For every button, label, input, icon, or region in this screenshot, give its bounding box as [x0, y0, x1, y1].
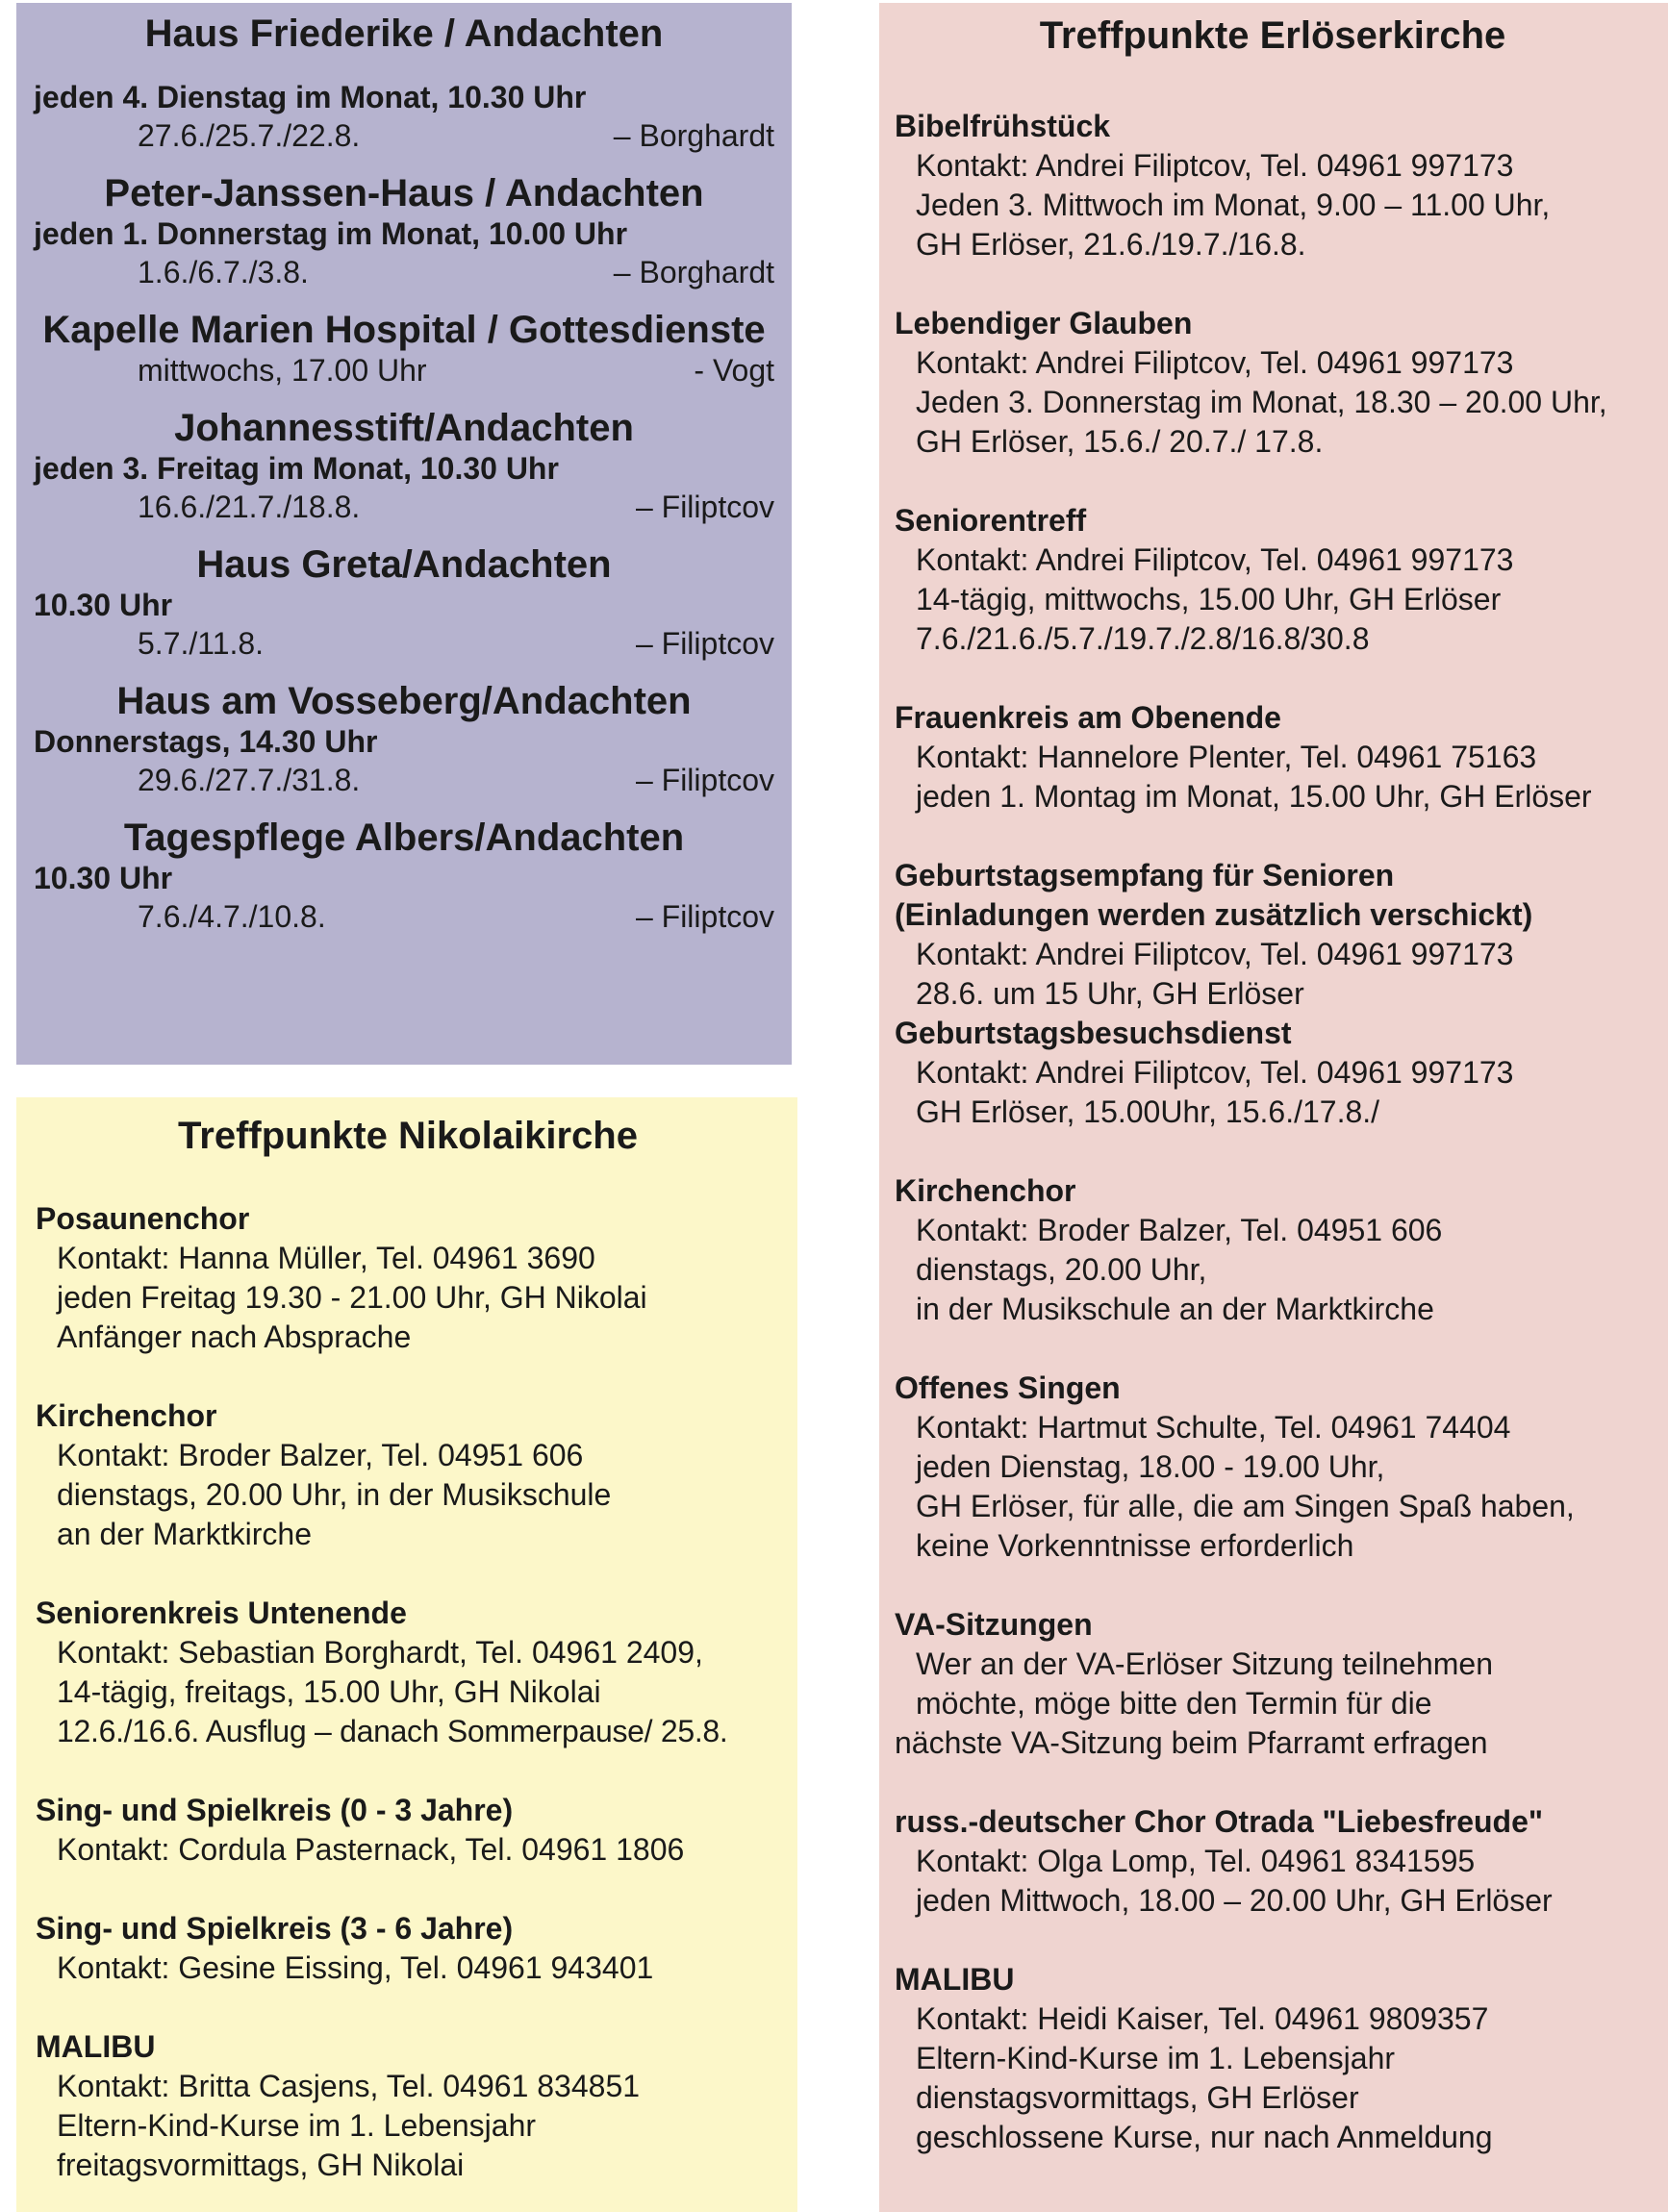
section-line: Jeden 3. Mittwoch im Monat, 9.00 – 11.00 Uhr, — [916, 188, 1551, 222]
section-line: dienstagsvormittags, GH Erlöser — [916, 2080, 1359, 2115]
section-title: Sing- und Spielkreis (0 - 3 Jahre) — [36, 1793, 514, 1827]
section-title: Geburtstagsbesuchsdienst — [895, 1016, 1292, 1050]
block-dates: 27.6./25.7./22.8. — [138, 118, 361, 153]
section-line: Kontakt: Olga Lomp, Tel. 04961 8341595 — [916, 1844, 1476, 1878]
andachten-block — [34, 309, 774, 390]
section-line: freitagsvormittags, GH Nikolai — [57, 2148, 465, 2182]
block-dates: 1.6./6.7./3.8. — [138, 255, 309, 289]
section-line: möchte, möge bitte den Termin für die — [916, 1686, 1432, 1721]
erloeser-section — [895, 107, 1651, 264]
block-schedule: jeden 4. Dienstag im Monat, 10.30 Uhr — [34, 80, 587, 114]
section-line: Kontakt: Broder Balzer, Tel. 04951 606 — [57, 1438, 584, 1472]
block-heading: Kapelle Marien Hospital / Gottesdienste — [42, 309, 766, 351]
nikolai-section — [36, 1594, 780, 1751]
section-line: Kontakt: Andrei Filiptcov, Tel. 04961 997173 — [916, 542, 1514, 577]
andachten-block — [34, 817, 774, 936]
andachten-title: Haus Friederike / Andachten — [144, 13, 664, 55]
section-line: Anfänger nach Absprache — [57, 1320, 412, 1354]
section-line: geschlossene Kurse, nur nach Anmeldung — [916, 2120, 1493, 2154]
section-line: Kontakt: Andrei Filiptcov, Tel. 04961 997173 — [916, 937, 1514, 971]
section-line: 28.6. um 15 Uhr, GH Erlöser — [916, 976, 1304, 1011]
section-line: in der Musikschule an der Marktkirche — [916, 1292, 1434, 1326]
section-line: Kontakt: Gesine Eissing, Tel. 04961 943401 — [57, 1950, 654, 1985]
block-person: - Vogt — [694, 353, 774, 388]
block-date-row — [34, 897, 774, 936]
section-title: Bibelfrühstück — [895, 109, 1111, 143]
block-heading: Tagespflege Albers/Andachten — [123, 817, 685, 859]
section-line: GH Erlöser, 15.6./ 20.7./ 17.8. — [916, 424, 1324, 459]
erloeser-section — [895, 1171, 1651, 1329]
erloeser-section — [895, 501, 1651, 659]
block-schedule: Donnerstags, 14.30 Uhr — [34, 724, 378, 759]
section-line: Eltern-Kind-Kurse im 1. Lebensjahr — [916, 2041, 1396, 2075]
section-line: Kontakt: Sebastian Borghardt, Tel. 04961 2409, — [57, 1635, 703, 1670]
block-person: – Filiptcov — [635, 626, 774, 661]
block-heading: Peter-Janssen-Haus / Andachten — [104, 172, 704, 214]
section-line: jeden Dienstag, 18.00 - 19.00 Uhr, — [916, 1449, 1385, 1484]
block-date-row — [34, 761, 774, 799]
section-line: nächste VA-Sitzung beim Pfarramt erfragen — [895, 1725, 1488, 1760]
section-title: Frauenkreis am Obenende — [895, 700, 1281, 735]
erloeser-title: Treffpunkte Erlöserkirche — [1039, 14, 1506, 57]
andachten-block — [34, 172, 774, 291]
erloeser-section — [895, 1605, 1651, 1763]
nikolai-panel — [16, 1097, 797, 2212]
block-dates: 29.6./27.7./31.8. — [138, 763, 361, 797]
section-line: 12.6./16.6. Ausflug – danach Sommerpause/ 25.8. — [57, 1714, 728, 1748]
section-line: Kontakt: Andrei Filiptcov, Tel. 04961 997173 — [916, 148, 1514, 183]
erloeser-section — [895, 856, 1651, 1014]
block-dates: mittwochs, 17.00 Uhr — [138, 353, 427, 388]
section-line: Wer an der VA-Erlöser Sitzung teilnehmen — [916, 1646, 1493, 1681]
block-schedule: 10.30 Uhr — [34, 861, 173, 895]
andachten-block — [34, 78, 774, 155]
section-line: Eltern-Kind-Kurse im 1. Lebensjahr — [57, 2108, 537, 2143]
section-line: Kontakt: Andrei Filiptcov, Tel. 04961 997173 — [916, 345, 1514, 380]
section-line: jeden Freitag 19.30 - 21.00 Uhr, GH Nikolai — [57, 1280, 647, 1315]
block-date-row — [34, 624, 774, 663]
section-line: GH Erlöser, für alle, die am Singen Spaß haben, — [916, 1489, 1575, 1523]
section-line: Kontakt: Britta Casjens, Tel. 04961 834851 — [57, 2069, 641, 2103]
nikolai-section — [36, 1791, 780, 1870]
section-line: dienstags, 20.00 Uhr, in der Musikschule — [57, 1477, 612, 1512]
block-dates: 5.7./11.8. — [138, 626, 265, 661]
section-subtitle: (Einladungen werden zusätzlich verschickt) — [895, 897, 1533, 932]
section-line: dienstags, 20.00 Uhr, — [916, 1252, 1207, 1287]
block-date-row — [34, 253, 774, 291]
block-person: – Filiptcov — [635, 490, 774, 524]
block-schedule: jeden 1. Donnerstag im Monat, 10.00 Uhr — [34, 216, 628, 251]
section-line: 14-tägig, freitags, 15.00 Uhr, GH Nikolai — [57, 1674, 601, 1709]
section-title: Geburtstagsempfang für Senioren — [895, 858, 1395, 892]
section-line: Kontakt: Heidi Kaiser, Tel. 04961 9809357 — [916, 2001, 1489, 2036]
andachten-block — [34, 407, 774, 526]
section-line: jeden 1. Montag im Monat, 15.00 Uhr, GH Erlöser — [916, 779, 1592, 814]
section-line: 14-tägig, mittwochs, 15.00 Uhr, GH Erlöser — [916, 582, 1502, 616]
block-person: – Borghardt — [613, 255, 774, 289]
section-line: keine Vorkenntnisse erforderlich — [916, 1528, 1354, 1563]
section-line: Kontakt: Andrei Filiptcov, Tel. 04961 997173 — [916, 1055, 1514, 1090]
section-title: Posaunenchor — [36, 1201, 250, 1236]
section-title: Seniorentreff — [895, 503, 1087, 538]
erloeser-section — [895, 1369, 1651, 1566]
section-line: Kontakt: Hannelore Plenter, Tel. 04961 75163 — [916, 740, 1537, 774]
section-title: MALIBU — [895, 1962, 1015, 1997]
nikolai-section — [36, 1199, 780, 1357]
section-title: Kirchenchor — [36, 1398, 217, 1433]
erloeser-panel — [879, 3, 1668, 2212]
section-line: 7.6./21.6./5.7./19.7./2.8/16.8/30.8 — [916, 621, 1370, 656]
andachten-panel — [16, 3, 792, 1065]
section-title: Kirchenchor — [895, 1173, 1076, 1208]
section-line: Kontakt: Broder Balzer, Tel. 04951 606 — [916, 1213, 1443, 1247]
block-person: – Filiptcov — [635, 763, 774, 797]
section-line: an der Marktkirche — [57, 1517, 312, 1551]
block-person: – Filiptcov — [635, 899, 774, 934]
block-heading: Haus am Vosseberg/Andachten — [116, 680, 692, 722]
erloeser-section — [895, 1802, 1651, 1921]
nikolai-section — [36, 2027, 780, 2185]
block-date-row — [34, 116, 774, 155]
section-line: Kontakt: Cordula Pasternack, Tel. 04961 1806 — [57, 1832, 685, 1867]
block-dates: 16.6./21.7./18.8. — [138, 490, 361, 524]
block-schedule: 10.30 Uhr — [34, 588, 173, 622]
section-line: Kontakt: Hanna Müller, Tel. 04961 3690 — [57, 1241, 595, 1275]
section-title: VA-Sitzungen — [895, 1607, 1093, 1642]
block-heading: Johannesstift/Andachten — [174, 407, 634, 449]
nikolai-title: Treffpunkte Nikolaikirche — [178, 1115, 638, 1157]
block-heading: Haus Greta/Andachten — [196, 543, 612, 586]
section-line: Jeden 3. Donnerstag im Monat, 18.30 – 20.00 Uhr, — [916, 385, 1607, 419]
block-person: – Borghardt — [613, 118, 774, 153]
section-title: russ.-deutscher Chor Otrada "Liebesfreude" — [895, 1804, 1544, 1839]
block-schedule: jeden 3. Freitag im Monat, 10.30 Uhr — [34, 451, 559, 486]
section-line: jeden Mittwoch, 18.00 – 20.00 Uhr, GH Erlöser — [916, 1883, 1553, 1918]
erloeser-section — [895, 1014, 1651, 1132]
section-line: Kontakt: Hartmut Schulte, Tel. 04961 74404 — [916, 1410, 1511, 1445]
section-title: Offenes Singen — [895, 1370, 1121, 1405]
section-title: Seniorenkreis Untenende — [36, 1596, 407, 1630]
section-title: Lebendiger Glauben — [895, 306, 1193, 340]
nikolai-section — [36, 1909, 780, 1988]
block-date-row — [34, 351, 774, 390]
section-line: GH Erlöser, 15.00Uhr, 15.6./17.8./ — [916, 1094, 1380, 1129]
erloeser-section — [895, 698, 1651, 817]
andachten-block — [34, 680, 774, 799]
erloeser-section — [895, 304, 1651, 462]
erloeser-section — [895, 1960, 1651, 2157]
section-title: MALIBU — [36, 2029, 156, 2064]
andachten-block — [34, 543, 774, 663]
block-dates: 7.6./4.7./10.8. — [138, 899, 326, 934]
block-date-row — [34, 488, 774, 526]
section-line: GH Erlöser, 21.6./19.7./16.8. — [916, 227, 1306, 262]
nikolai-section — [36, 1396, 780, 1554]
section-title: Sing- und Spielkreis (3 - 6 Jahre) — [36, 1911, 514, 1946]
